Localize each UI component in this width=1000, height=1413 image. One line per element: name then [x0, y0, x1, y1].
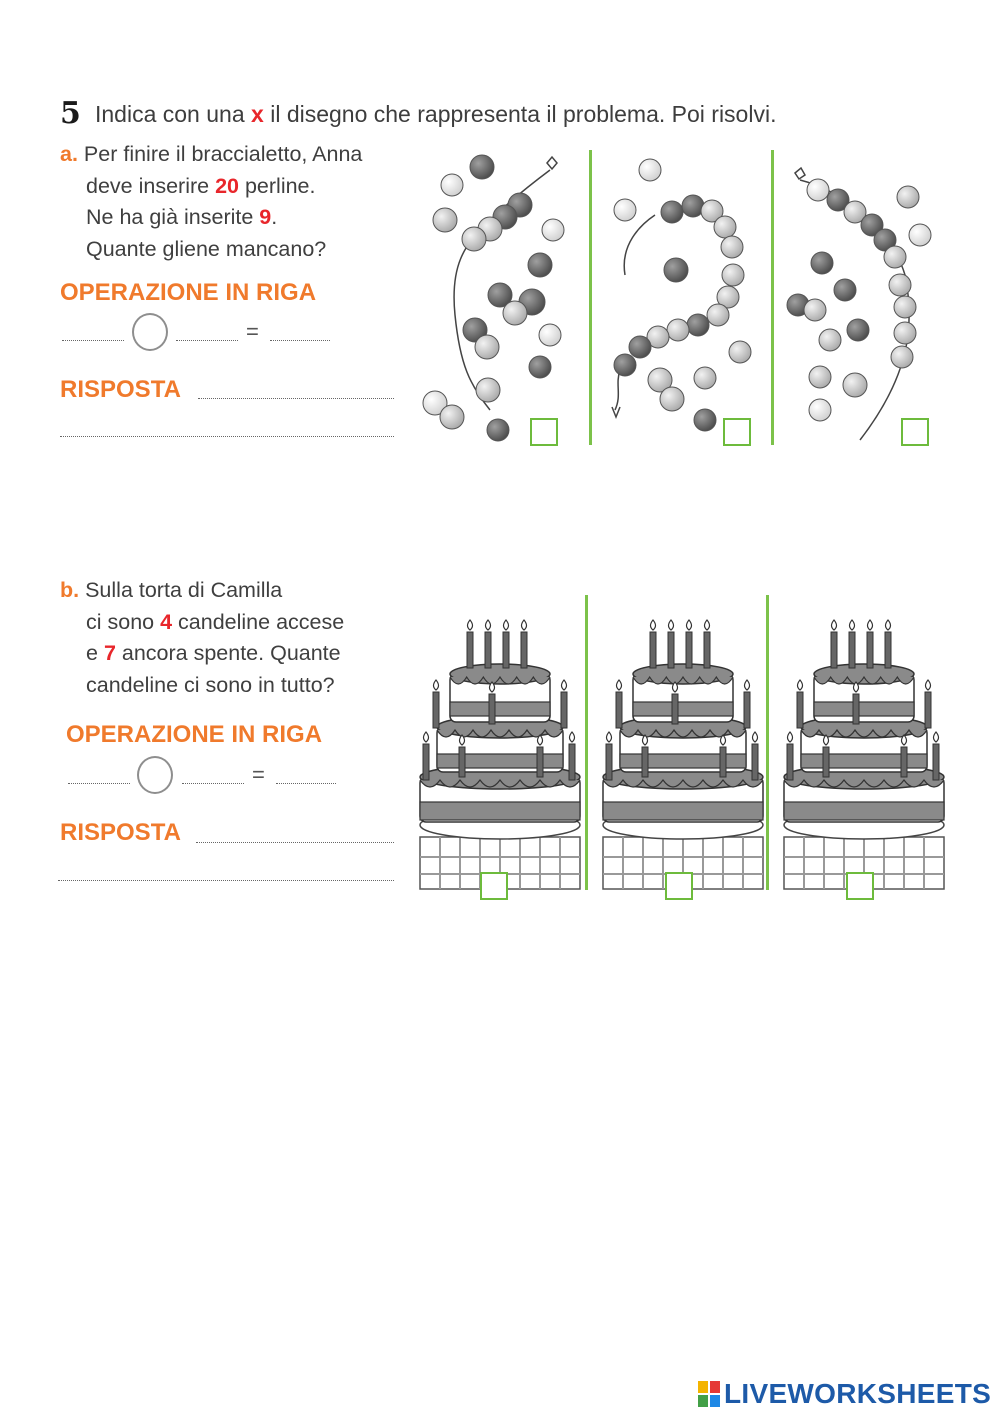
liveworksheets-logo — [698, 1378, 991, 1410]
problem-a-line3-end: . — [271, 205, 278, 229]
problem-a-operand2-field[interactable] — [176, 340, 238, 341]
problem-b-number-7: 7 — [103, 641, 116, 665]
instruction-text-end: il disegno che rappresenta il problema. Poi risolvi. — [263, 101, 777, 127]
problem-b-operation-label: OPERAZIONE IN RIGA — [66, 721, 323, 748]
problem-b-answer-label: RISPOSTA — [60, 819, 181, 846]
problem-b-text — [60, 575, 344, 701]
logo-mark-icon — [698, 1381, 720, 1407]
cake-drawing-3-checkbox[interactable] — [846, 872, 874, 900]
cake-drawing-1 — [412, 612, 587, 897]
problem-a-answer-line-1[interactable] — [198, 398, 394, 399]
problem-a-line2-start: deve inserire — [86, 173, 216, 198]
problem-b-letter: b. — [60, 578, 80, 602]
divider-a-2 — [771, 150, 774, 445]
problem-a-line1: Per finire il braccialetto, Anna — [83, 142, 363, 166]
bead-drawing-3 — [780, 145, 945, 450]
problem-b-result-field[interactable] — [276, 783, 336, 784]
problem-a-answer-line-2[interactable] — [60, 436, 394, 437]
problem-a-line3-start: Ne ha già inserite — [86, 205, 260, 229]
problem-a-number-9: 9 — [259, 205, 272, 229]
bead-drawing-2 — [600, 145, 765, 450]
problem-a-equals-sign: = — [246, 319, 259, 344]
problem-a-answer-label: RISPOSTA — [60, 376, 181, 403]
bead-illustration-1 — [410, 145, 585, 450]
problem-a-letter: a. — [60, 142, 78, 166]
bead-drawing-3-checkbox[interactable] — [901, 418, 929, 446]
problem-b-operand2-field[interactable] — [182, 783, 244, 784]
problem-a-number-20: 20 — [215, 173, 239, 198]
divider-b-2 — [766, 595, 769, 890]
cake-drawing-1-checkbox[interactable] — [480, 872, 508, 900]
cake-drawing-2 — [595, 612, 770, 897]
bead-illustration-3 — [780, 145, 945, 450]
bead-drawing-2-checkbox[interactable] — [723, 418, 751, 446]
problem-a-operand1-field[interactable] — [62, 340, 124, 341]
problem-b-line3-start: e — [86, 641, 104, 665]
instruction-text-start: Indica con una — [95, 101, 252, 127]
cake-illustration — [595, 612, 770, 892]
logo-text: LIVEWORKSHEETS — [724, 1378, 992, 1409]
cake-illustration — [412, 612, 587, 892]
problem-b-line4: candeline ci sono in tutto? — [86, 672, 335, 697]
problem-a-text — [60, 139, 362, 265]
problem-b-line3-end: ancora spente. Quante — [115, 641, 341, 665]
problem-b-line2-end: candeline accese — [172, 609, 345, 634]
problem-a-operation-label: OPERAZIONE IN RIGA — [60, 279, 317, 306]
cake-drawing-2-checkbox[interactable] — [665, 872, 693, 900]
problem-b-number-4: 4 — [160, 609, 173, 634]
cake-illustration — [776, 612, 951, 892]
problem-a-line4: Quante gliene mancano? — [86, 236, 327, 261]
divider-b-1 — [585, 595, 588, 890]
problem-b-answer-line-1[interactable] — [196, 842, 394, 843]
problem-a-line2-end: perline. — [239, 173, 316, 198]
divider-a-1 — [589, 150, 592, 445]
exercise-number: 5 — [60, 96, 81, 131]
problem-b-equals-sign: = — [252, 762, 265, 787]
problem-b-line1: Sulla torta di Camilla — [85, 578, 283, 602]
bead-drawing-1 — [410, 145, 585, 450]
instruction-x-mark: x — [251, 101, 264, 127]
problem-b-answer-line-2[interactable] — [58, 880, 394, 881]
problem-a-operator-circle[interactable] — [132, 313, 168, 351]
bead-illustration-2 — [600, 145, 765, 450]
exercise-instruction — [95, 101, 776, 128]
problem-a-result-field[interactable] — [270, 340, 330, 341]
problem-b-operator-circle[interactable] — [137, 756, 173, 794]
problem-b-line2-start: ci sono — [86, 609, 161, 634]
problem-b-operand1-field[interactable] — [68, 783, 130, 784]
cake-drawing-3 — [776, 612, 951, 897]
bead-drawing-1-checkbox[interactable] — [530, 418, 558, 446]
